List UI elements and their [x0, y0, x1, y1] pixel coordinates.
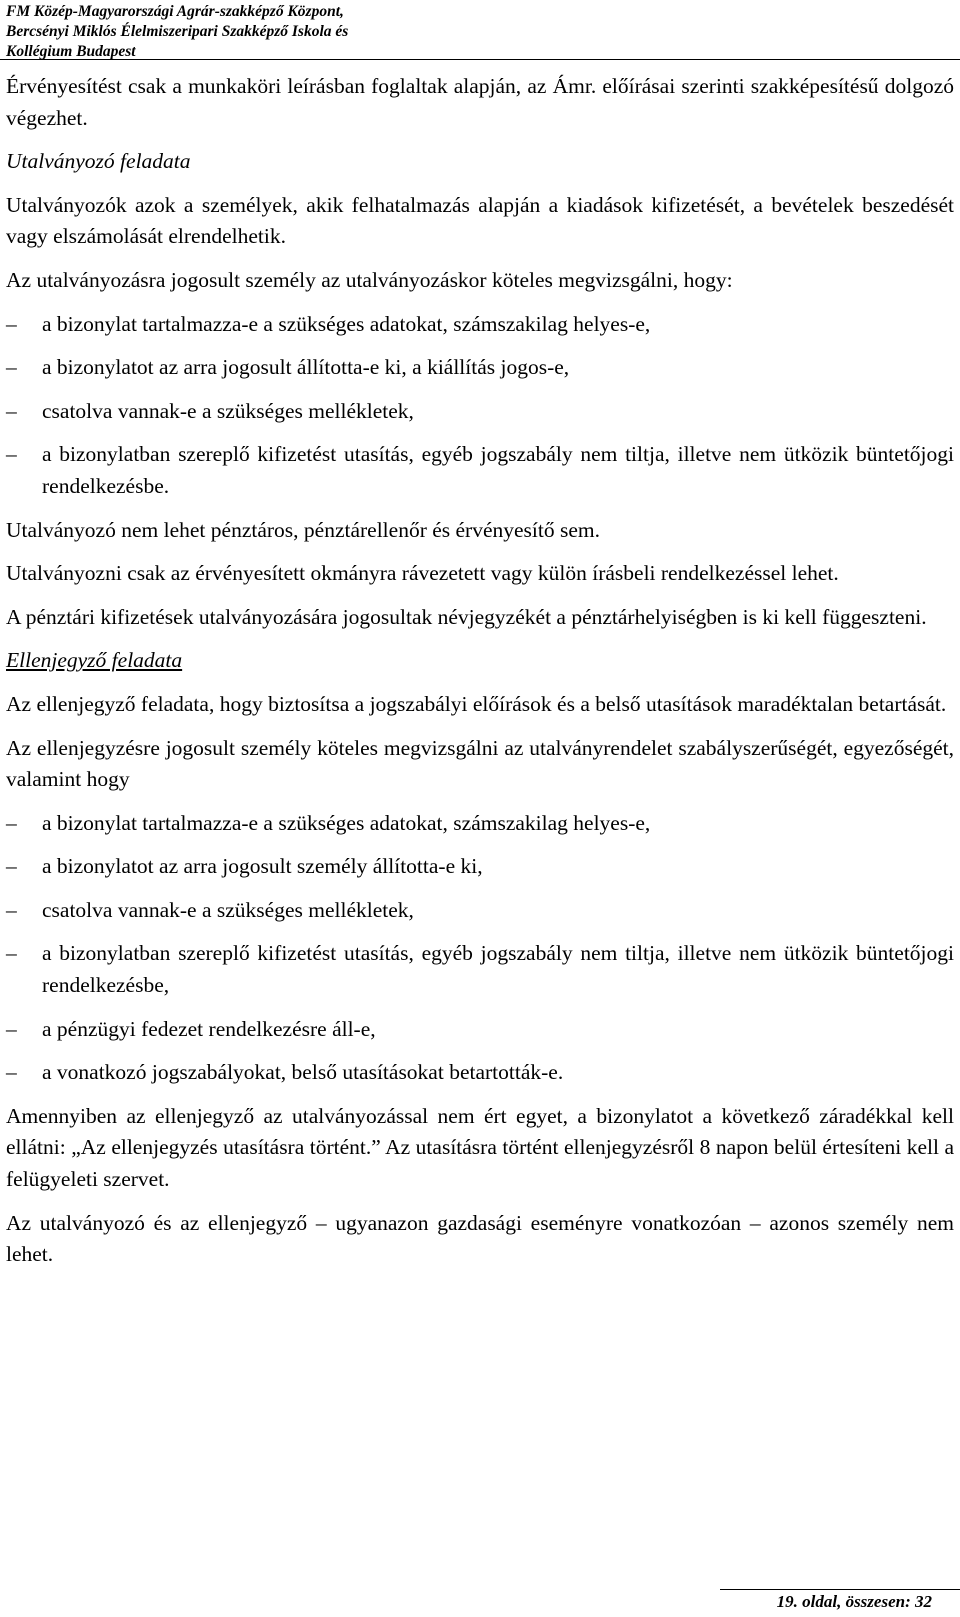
list-item-text: a bizonylat tartalmazza-e a szükséges adatokat, számszakilag helyes-e, — [42, 810, 651, 835]
dash-marker: – — [6, 810, 17, 835]
list-item — [6, 1014, 954, 1046]
list-item — [6, 938, 954, 1001]
list-item — [6, 309, 954, 341]
header-line-2: Bercsényi Miklós Élelmiszeripari Szakképző Iskola és — [6, 23, 349, 40]
dash-marker: – — [6, 854, 17, 879]
paragraph: Az utalványozásra jogosult személy az utalványozáskor köteles megvizsgálni, hogy: — [6, 267, 733, 292]
dash-marker: – — [6, 941, 17, 966]
dash-list-ellenjegyzo — [6, 808, 954, 1089]
list-item-text: a vonatkozó jogszabályokat, belső utasításokat betartották-e. — [42, 1060, 564, 1085]
list-item — [6, 439, 954, 502]
list-item — [6, 895, 954, 927]
paragraph: Utalványozó nem lehet pénztáros, pénztárellenőr és érvényesítő sem. — [6, 517, 601, 542]
page-header — [6, 2, 526, 62]
list-item — [6, 851, 954, 883]
list-item — [6, 396, 954, 428]
list-item-text: a bizonylatot az arra jogosult állította-e ki, a kiállítás jogos-e, — [42, 355, 570, 380]
dash-marker: – — [6, 1016, 17, 1041]
paragraph: Amennyiben az ellenjegyző az utalványozással nem ért egyet, a bizonylatot a következő záradékkal kell ellátni: „Az ellenjegyzés utasításra történt.” Az utasításra történt ellenjegyzésről 8 napon belül értesíteni kell a felügyeleti szervet. — [6, 1103, 954, 1192]
dash-marker: – — [6, 398, 17, 423]
dash-marker: – — [6, 442, 17, 467]
header-line-3: Kollégium Budapest — [6, 43, 136, 60]
header-line-1: FM Közép-Magyarországi Agrár-szakképző Központ, — [6, 3, 344, 20]
intro-paragraph: Érvényesítést csak a munkaköri leírásban foglaltak alapján, az Ámr. előírásai szerinti szakképesítésű dolgozó végezhet. — [6, 74, 954, 130]
list-item — [6, 1057, 954, 1089]
footer-divider — [720, 1589, 960, 1590]
paragraph: A pénztári kifizetések utalványozására jogosultak névjegyzékét a pénztárhelyiségben is ki kell függeszteni. — [6, 604, 927, 629]
list-item-text: a bizonylatban szereplő kifizetést utasítás, egyéb jogszabály nem tiltja, illetve nem ütközik büntetőjogi rendelkezésbe. — [42, 442, 954, 498]
dash-marker: – — [6, 897, 17, 922]
page-number: 19. oldal, összesen: 32 — [776, 1592, 932, 1611]
list-item-text: csatolva vannak-e a szükséges mellékletek, — [42, 897, 414, 922]
document-body — [6, 71, 954, 1283]
header-divider — [0, 59, 960, 60]
dash-marker: – — [6, 1060, 17, 1085]
section-heading-ellenjegyzo: Ellenjegyző feladata — [6, 648, 183, 673]
paragraph: Az utalványozó és az ellenjegyző – ugyanazon gazdasági eseményre vonatkozóan – azonos személy nem lehet. — [6, 1210, 954, 1267]
paragraph: Az ellenjegyzésre jogosult személy köteles megvizsgálni az utalványrendelet szabályszerűségét, egyezőségét, valamint hogy — [6, 735, 954, 792]
list-item — [6, 808, 954, 840]
paragraph: Az ellenjegyző feladata, hogy biztosítsa a jogszabályi előírások és a belső utasítások maradéktalan betartását. — [6, 691, 947, 716]
dash-marker: – — [6, 311, 17, 336]
dash-marker: – — [6, 355, 17, 380]
list-item-text: a bizonylatban szereplő kifizetést utasítás, egyéb jogszabály nem tiltja, illetve nem ütközik büntetőjogi rendelkezésbe, — [42, 941, 954, 998]
section-heading-utalvanyozo: Utalványozó feladata — [6, 149, 191, 174]
paragraph: Utalványozók azok a személyek, akik felhatalmazás alapján a kiadások kifizetését, a bevételek beszedését vagy elszámolását elrendelhetik. — [6, 192, 954, 249]
list-item-text: a bizonylatot az arra jogosult személy állította-e ki, — [42, 854, 483, 879]
list-item-text: a bizonylat tartalmazza-e a szükséges adatokat, számszakilag helyes-e, — [42, 311, 651, 336]
dash-list-utalvanyozo — [6, 309, 954, 503]
list-item — [6, 352, 954, 384]
paragraph: Utalványozni csak az érvényesített okmányra rávezetett vagy külön írásbeli rendelkezéssel lehet. — [6, 561, 839, 586]
list-item-text: a pénzügyi fedezet rendelkezésre áll-e, — [42, 1016, 376, 1041]
list-item-text: csatolva vannak-e a szükséges mellékletek, — [42, 398, 414, 423]
